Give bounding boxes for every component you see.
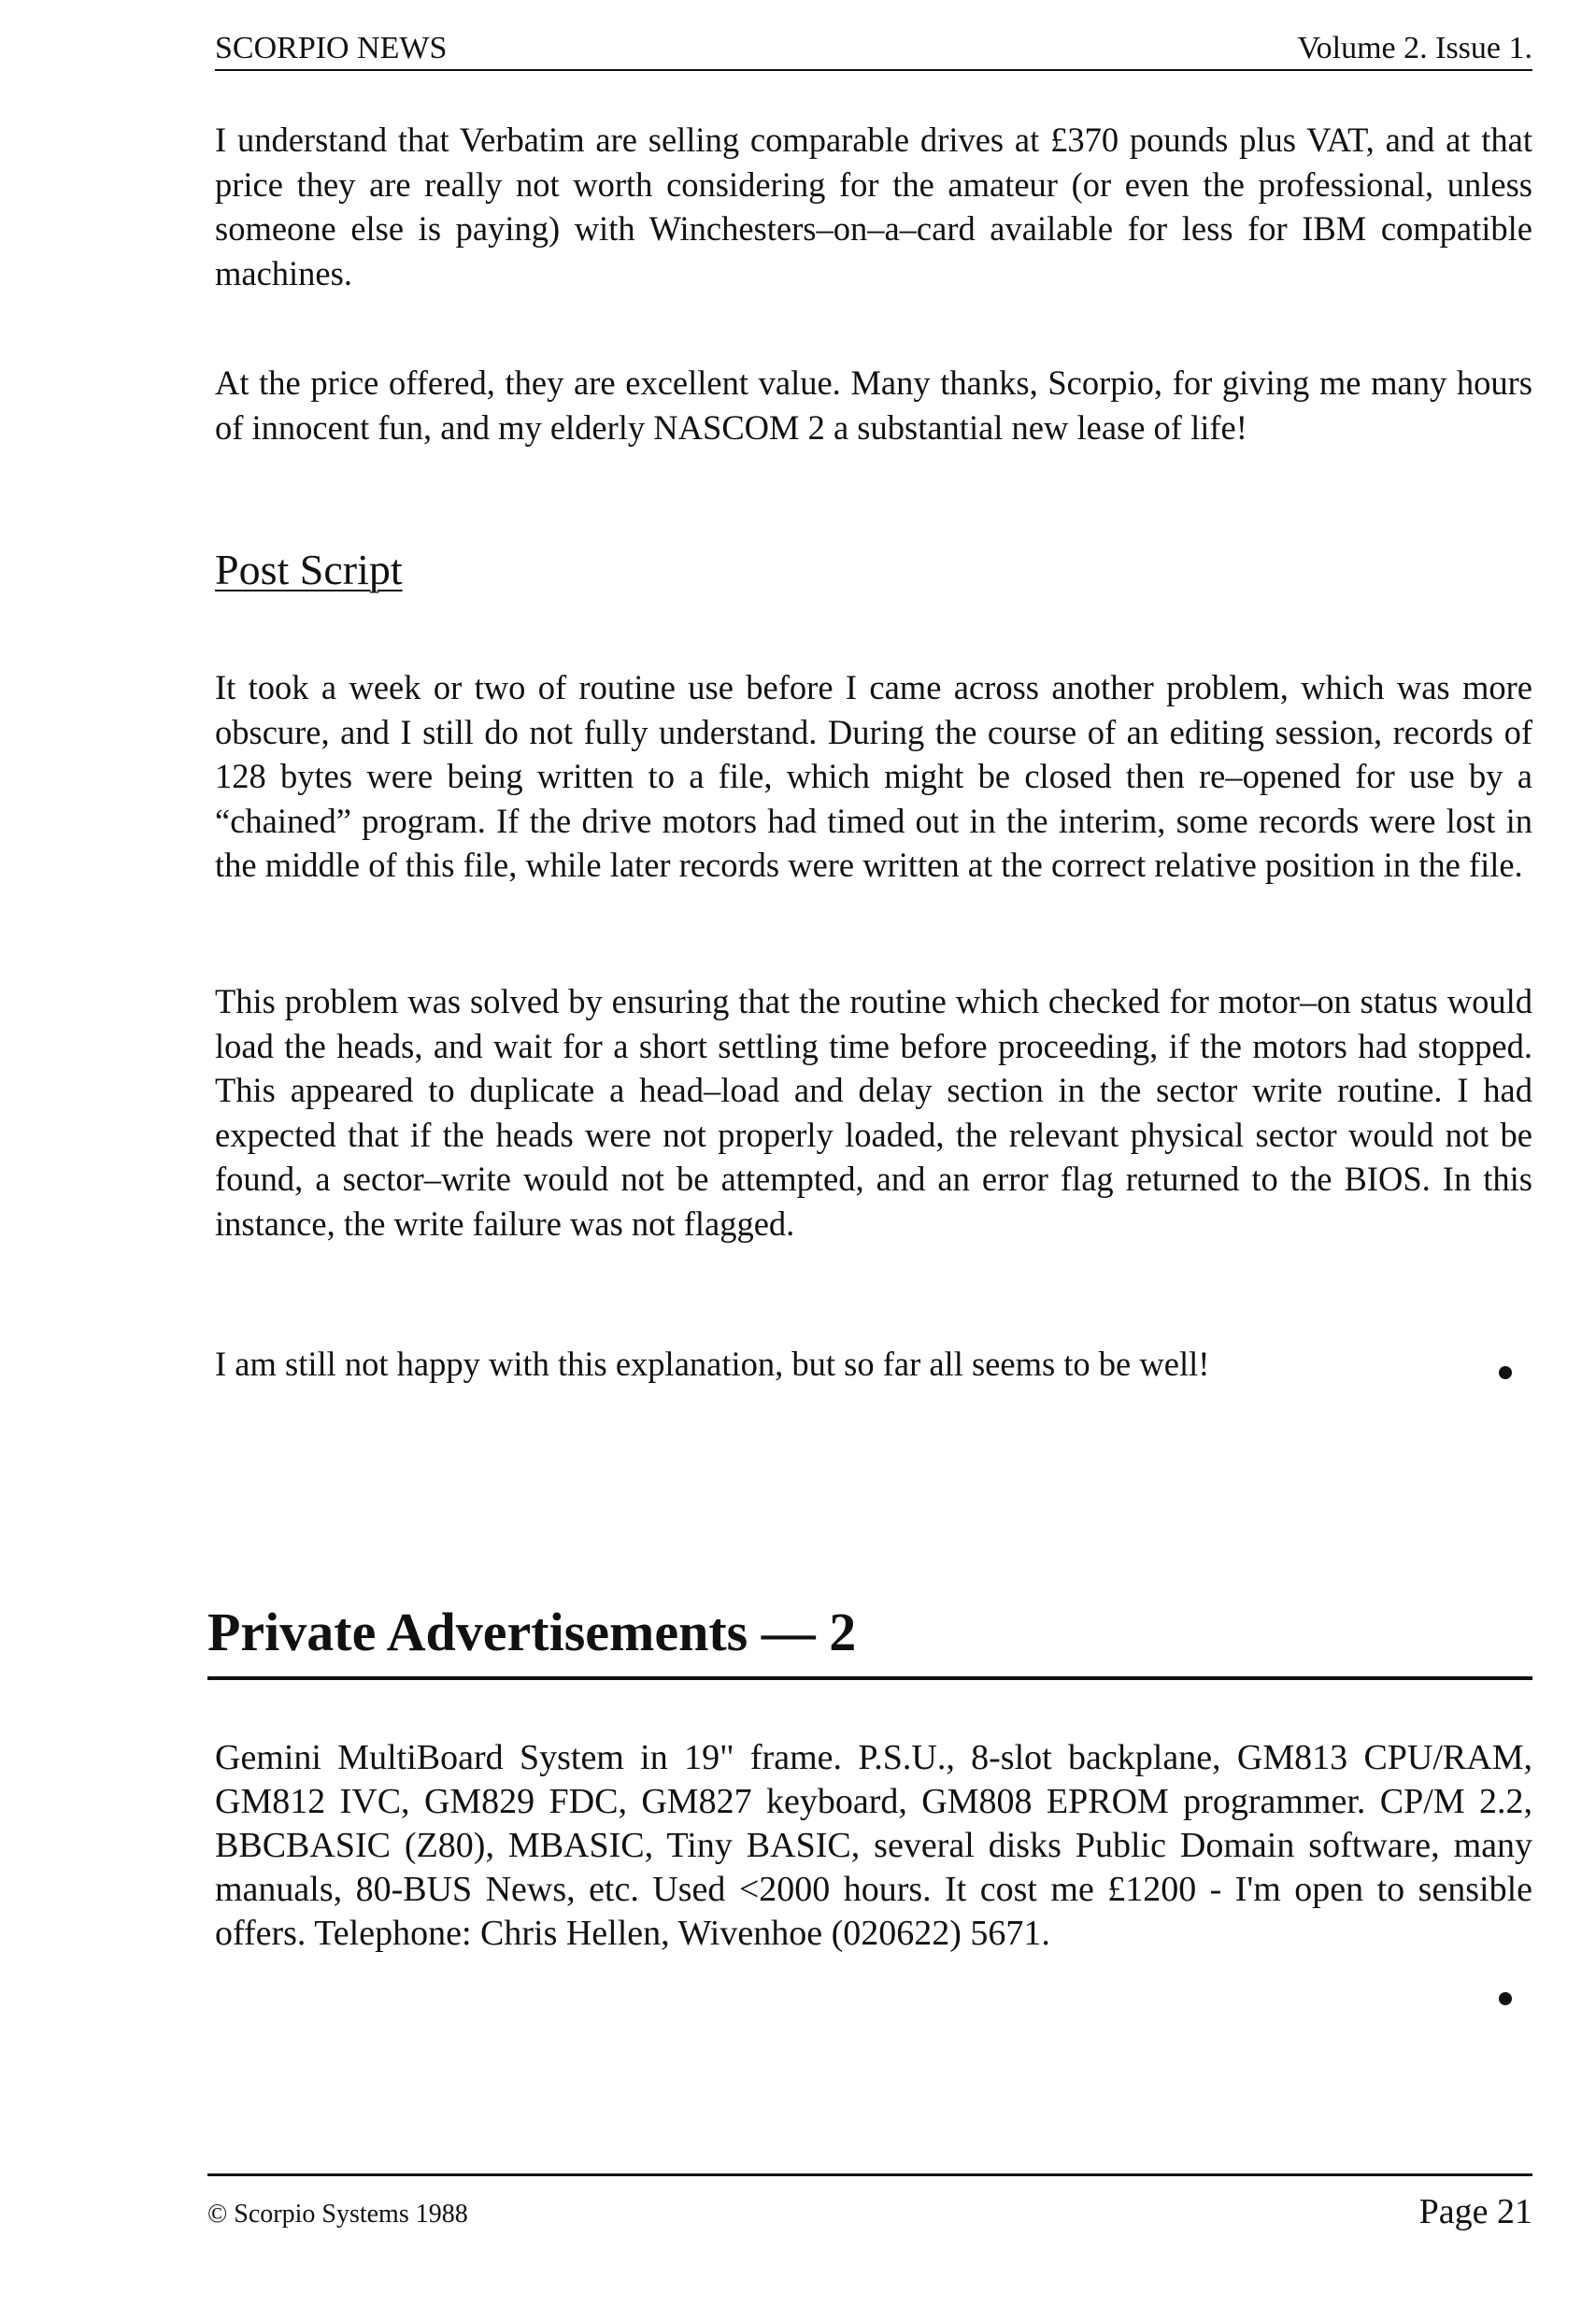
post-script-paragraph: This problem was solved by ensuring that the routine which checked for motor–on status would load the heads, and wait for a short settling time before proceeding, if the motors had stopped. This appeared to duplicate a head–load and delay section in the sector write routine. I had expected that if the heads were not properly loaded, the relevant physical sector would not be found, a sector–write would not be attempted, and an error flag returned to the BIOS. In this instance, the write failure was not flagged. <box>215 982 1532 1243</box>
intro-paragraph: I understand that Verbatim are selling comparable drives at £370 pounds plus VAT, and at that price they are really not worth considering for the amateur (or even the professional, unless someone else is paying) with Winchesters–on–a–card available for less for IBM compatible machines. <box>215 121 1532 292</box>
end-of-ad-bullet-icon <box>1499 1992 1512 2005</box>
end-of-article-bullet-icon <box>1499 1366 1512 1379</box>
post-script-closing: I am still not happy with this explanation, but so far all seems to be well! <box>215 1345 1210 1383</box>
publication-title: SCORPIO NEWS <box>215 31 448 65</box>
post-script-heading: Post Script <box>215 546 403 593</box>
page-number: Page 21 <box>1418 2192 1532 2231</box>
page-footer <box>207 2173 1532 2234</box>
intro-paragraph: At the price offered, they are excellent value. Many thanks, Scorpio, for giving me many hours of innocent fun, and my elderly NASCOM 2 a substantial new lease of life! <box>215 363 1532 447</box>
copyright-notice: © Scorpio Systems 1988 <box>207 2200 468 2229</box>
private-ads-heading: Private Advertisements — 2 <box>207 1600 1532 1680</box>
page-header <box>215 26 1532 71</box>
advertisement-text: Gemini MultiBoard System in 19" frame. P.S.U., 8-slot backplane, GM813 CPU/RAM, GM812 IVC, GM829 FDC, GM827 keyboard, GM808 EPROM programmer. CP/M 2.2, BBCBASIC (Z80), MBASIC, Tiny BASIC, several disks Public Domain software, many manuals, 80-BUS News, etc. Used <2000 hours. It cost me £1200 - I'm open to sensible offers. Telephone: Chris Hellen, Wivenhoe (020622) 5671. <box>215 1738 1532 1953</box>
post-script-paragraph: It took a week or two of routine use before I came across another problem, which was more obscure, and I still do not fully understand. During the course of an editing session, records of 128 bytes were being written to a file, which might be closed then re–opened for use by a “chained” program. If the drive motors had timed out in the interim, some records were lost in the middle of this file, while later records were written at the correct relative position in the file. <box>215 668 1532 884</box>
issue-label: Volume 2. Issue 1. <box>1297 31 1532 65</box>
